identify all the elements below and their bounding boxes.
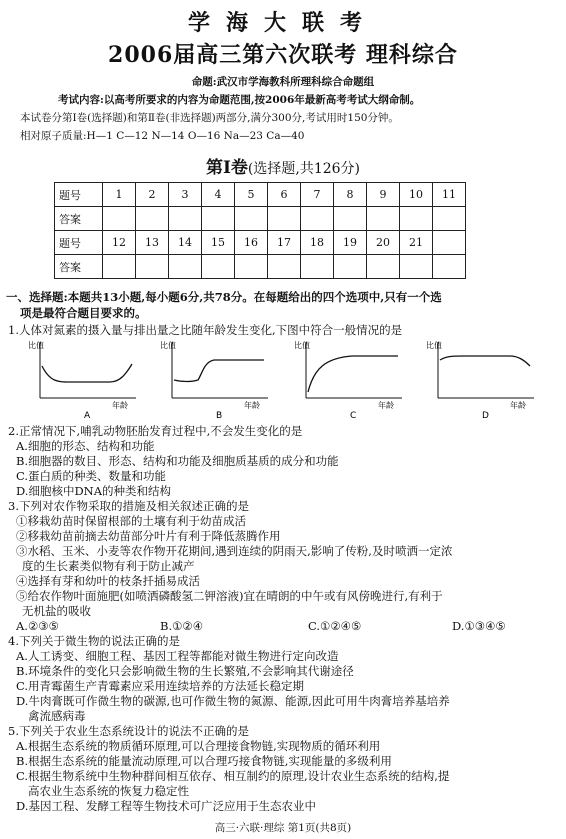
q3-item-5b: 无机盐的吸收 (22, 604, 91, 618)
q2-option-b: B.细胞器的数目、形态、结构和功能及细胞质基质的成分和功能 (16, 454, 339, 468)
cell-num: 8 (334, 183, 367, 207)
graph-b (160, 340, 268, 420)
score-row-numbers-2 (55, 231, 466, 255)
answer-cell[interactable] (301, 207, 334, 231)
answer-cell[interactable] (235, 207, 268, 231)
answer-cell[interactable] (268, 207, 301, 231)
answer-cell[interactable] (334, 255, 367, 279)
q4-option-d-line2: 禽流感病毒 (28, 709, 86, 723)
q3-item-5a: ⑤给农作物叶面施肥(如喷洒磷酸氢二钾溶液)宜在晴朗的中午或有风傍晚进行,有利于 (16, 589, 443, 603)
score-row-numbers-1 (55, 183, 466, 207)
cell-num: 18 (301, 231, 334, 255)
answer-cell[interactable] (235, 255, 268, 279)
q5-option-d: D.基因工程、发酵工程等生物技术可广泛应用于生态农业中 (16, 799, 316, 813)
graph-xlabel: 年龄 (510, 401, 526, 410)
answer-cell[interactable] (136, 207, 169, 231)
cell-num: 5 (235, 183, 268, 207)
cell-num: 19 (334, 231, 367, 255)
graph-ylabel: 比值 (160, 341, 176, 350)
q5-stem: 5.下列关于农业生态系统设计的说法不正确的是 (8, 724, 249, 738)
q1-graphs (26, 338, 546, 420)
graph-label-c: C (350, 411, 357, 420)
graph-ylabel: 比值 (426, 341, 442, 350)
exam-setter: 命题:武汉市学海教科所理科综合命题组 (191, 76, 375, 88)
exam-scope: 考试内容:以高考所要求的内容为命题范围,按2006年最新高考考试大纲命制。 (58, 94, 421, 106)
section-title (0, 153, 566, 178)
q3-option-d: D.①③④⑤ (452, 619, 506, 633)
graph-xlabel: 年龄 (378, 401, 394, 410)
cell-num: 15 (202, 231, 235, 255)
cell-num: 2 (136, 183, 169, 207)
cell-num: 13 (136, 231, 169, 255)
cell-num: 4 (202, 183, 235, 207)
cell-num: 20 (367, 231, 400, 255)
score-table (54, 182, 466, 279)
graph-label-b: B (216, 411, 223, 420)
q2-stem: 2.正常情况下,哺乳动物胚胎发育过程中,不会发生变化的是 (8, 424, 303, 438)
answer-cell[interactable] (367, 207, 400, 231)
cell-num: 16 (235, 231, 268, 255)
answer-cell[interactable] (433, 207, 466, 231)
cell-num (433, 231, 466, 255)
answer-cell[interactable] (268, 255, 301, 279)
answer-cell[interactable] (301, 255, 334, 279)
answer-cell[interactable] (202, 255, 235, 279)
q2-option-a: A.细胞的形态、结构和功能 (16, 439, 155, 453)
graph-label-a: A (84, 411, 91, 420)
exam-title: 2006届高三第六次联考 理科综合 (108, 42, 458, 68)
row-label-number: 题号 (55, 183, 103, 207)
row-label-answer: 答案 (55, 255, 103, 279)
graph-ylabel: 比值 (28, 341, 44, 350)
answer-cell[interactable] (400, 255, 433, 279)
atomic-masses: 相对原子质量:H—1 C—12 N—14 O—16 Na—23 Ca—40 (20, 130, 305, 142)
row-label-answer: 答案 (55, 207, 103, 231)
graph-xlabel: 年龄 (244, 401, 260, 410)
q3-item-2: ②移栽幼苗前摘去幼苗部分叶片有利于降低蒸腾作用 (16, 529, 281, 543)
cell-num: 14 (169, 231, 202, 255)
q5-option-a: A.根据生态系统的物质循环原理,可以合理接食物链,实现物质的循环利用 (16, 739, 381, 753)
cell-num: 17 (268, 231, 301, 255)
answer-cell[interactable] (169, 207, 202, 231)
q5-option-c-line1: C.根据生物系统中生物种群间相互依存、相互制约的原理,设计农业生态系统的结构,提 (16, 769, 450, 783)
exam-intro: 本试卷分第Ⅰ卷(选择题)和第Ⅱ卷(非选择题)两部分,满分300分,考试用时150分钟。 (20, 112, 399, 124)
exam-brand-title: 学海大联考 (187, 10, 378, 36)
q2-option-c: C.蛋白质的种类、数量和功能 (16, 469, 167, 483)
answer-cell[interactable] (202, 207, 235, 231)
cell-num: 21 (400, 231, 433, 255)
q3-option-a: A.②③⑤ (16, 619, 59, 633)
graph-ylabel: 比值 (294, 341, 310, 350)
answer-cell[interactable] (367, 255, 400, 279)
q3-item-4: ④选择有芽和幼叶的枝条扦插易成活 (16, 574, 200, 588)
q4-option-b: B.环境条件的变化只会影响微生物的生长繁殖,不会影响其代谢途径 (16, 664, 354, 678)
q3-item-3a: ③水稻、玉米、小麦等农作物开花期间,遇到连续的阴雨天,影响了传粉,及时喷洒一定浓 (16, 544, 453, 558)
q3-item-3b: 度的生长素类似物有利于防止减产 (22, 559, 195, 573)
answer-cell[interactable] (433, 255, 466, 279)
page-footer: 高三·六联·理综 第1页(共8页) (214, 822, 352, 834)
section-title-main: 第Ⅰ卷 (205, 158, 248, 178)
q3-stem: 3.下列对农作物采取的措施及相关叙述正确的是 (8, 499, 249, 513)
answer-cell[interactable] (400, 207, 433, 231)
q4-stem: 4.下列关于微生物的说法正确的是 (8, 634, 180, 648)
q3-item-1: ①移栽幼苗时保留根部的土壤有利于幼苗成活 (16, 514, 246, 528)
graph-xlabel: 年龄 (112, 401, 128, 410)
score-row-answers-1 (55, 207, 466, 231)
cell-num: 7 (301, 183, 334, 207)
cell-num: 12 (103, 231, 136, 255)
graph-label-d: D (482, 411, 489, 420)
answer-cell[interactable] (169, 255, 202, 279)
score-row-answers-2 (55, 255, 466, 279)
answer-cell[interactable] (136, 255, 169, 279)
graph-a (28, 340, 136, 420)
cell-num: 9 (367, 183, 400, 207)
graph-c (294, 340, 402, 420)
instructions-line1: 一、选择题:本题共13小题,每小题6分,共78分。在每题给出的四个选项中,只有一个选 (6, 290, 442, 304)
cell-num: 6 (268, 183, 301, 207)
answer-cell[interactable] (334, 207, 367, 231)
q3-option-b: B.①②④ (160, 619, 204, 633)
graph-d (426, 340, 534, 420)
q4-option-d-line1: D.牛肉膏既可作微生物的碳源,也可作微生物的氮源、能源,因此可用牛肉膏培养基培养 (16, 694, 450, 708)
cell-num: 10 (400, 183, 433, 207)
q1-stem: 1.人体对氮素的摄入量与排出量之比随年龄发生变化,下图中符合一般情况的是 (8, 323, 403, 337)
q5-option-b: B.根据生态系统的能量流动原理,可以合理巧接食物链,实现能量的多级利用 (16, 754, 392, 768)
row-label-number: 题号 (55, 231, 103, 255)
cell-num: 1 (103, 183, 136, 207)
cell-num: 3 (169, 183, 202, 207)
cell-num: 11 (433, 183, 466, 207)
q3-option-c: C.①②④⑤ (308, 619, 362, 633)
q4-option-a: A.人工诱变、细胞工程、基因工程等都能对微生物进行定向改造 (16, 649, 339, 663)
answer-cell[interactable] (103, 207, 136, 231)
instructions-line2: 项是最符合题目要求的。 (20, 306, 147, 320)
q5-option-c-line2: 高农业生态系统的恢复力稳定性 (28, 784, 189, 798)
q4-option-c: C.用青霉菌生产青霉素应采用连续培养的方法延长稳定期 (16, 679, 305, 693)
section-title-note: (选择题,共126分) (247, 161, 361, 177)
answer-cell[interactable] (103, 255, 136, 279)
q2-option-d: D.细胞核中DNA的种类和结构 (16, 484, 172, 498)
